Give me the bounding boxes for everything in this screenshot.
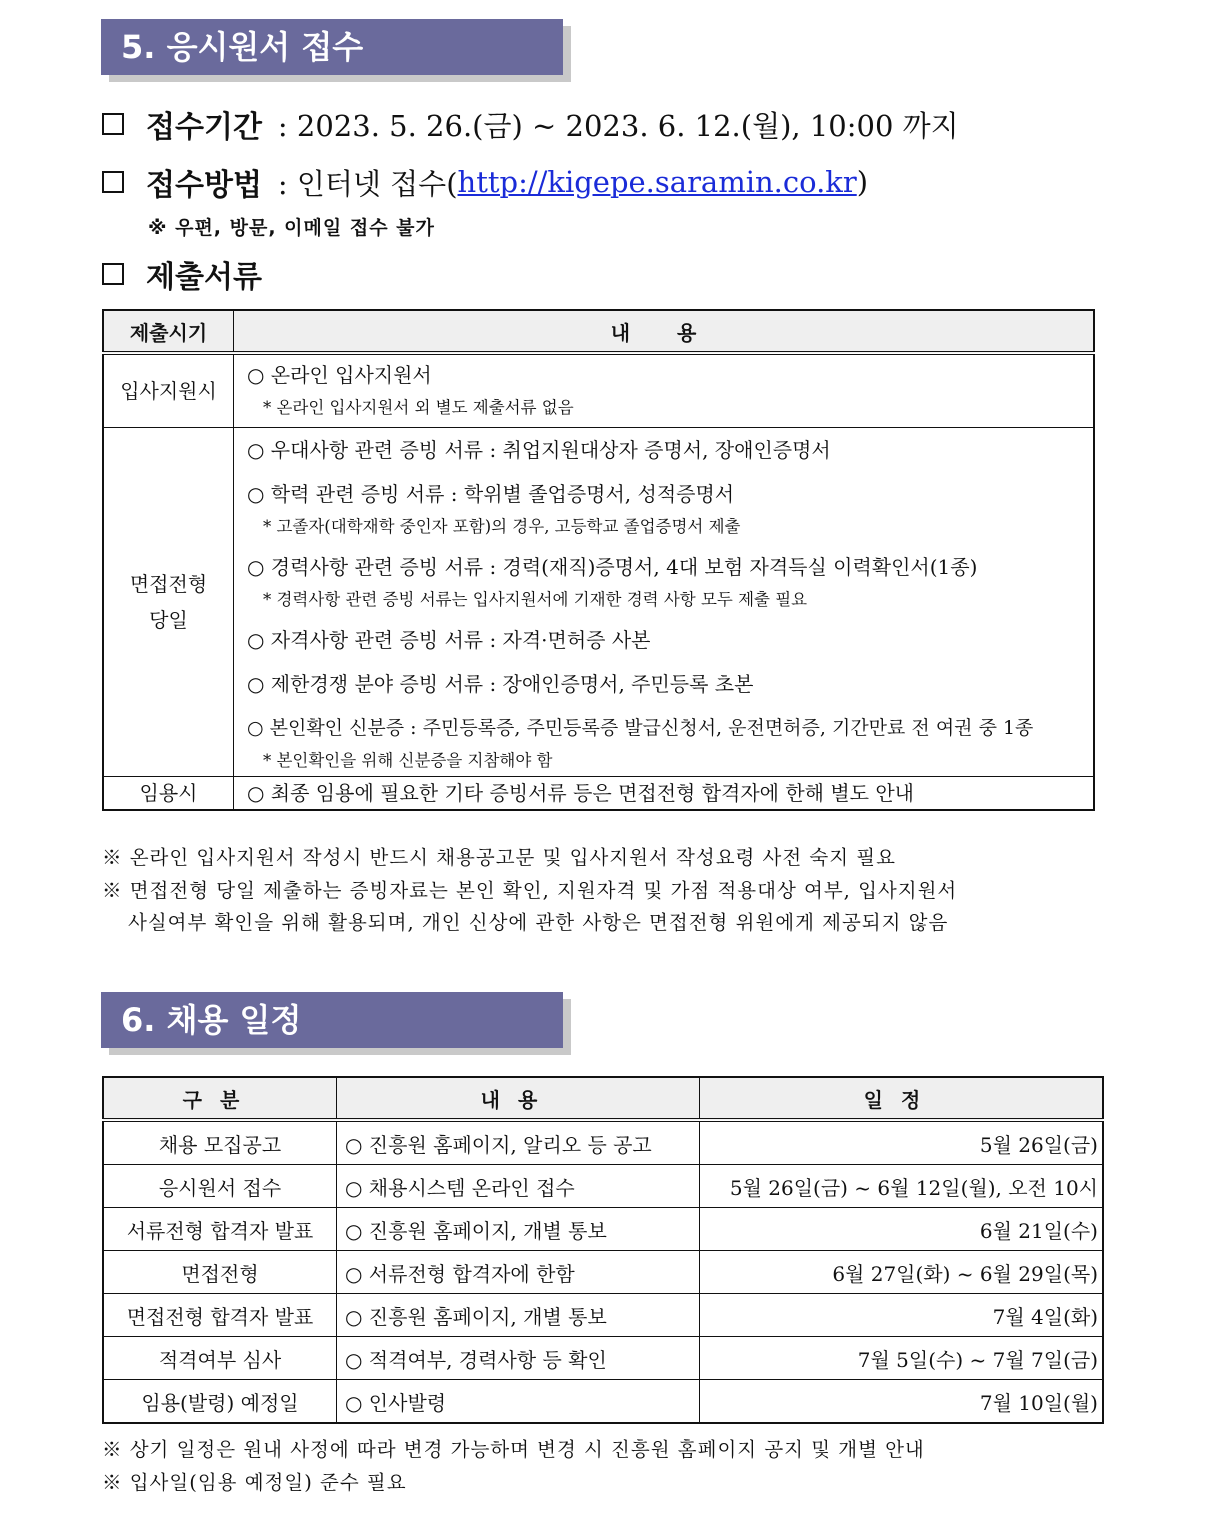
schedule-category: 서류전형 합격자 발표 xyxy=(103,1208,337,1251)
schedule-category: 채용 모집공고 xyxy=(103,1120,337,1165)
note-line: ※ 입사일(임용 예정일) 준수 필요 xyxy=(102,1471,407,1494)
schedule-content: ○ 진흥원 홈페이지, 개별 통보 xyxy=(337,1208,700,1251)
docs-row xyxy=(102,252,262,296)
method-row xyxy=(102,160,868,204)
row-content xyxy=(234,353,1095,428)
table-row xyxy=(103,1337,1103,1380)
table-row xyxy=(103,428,1094,777)
content-subnote: * 경력사항 관련 증빙 서류는 입사지원서에 기재한 경력 사항 모두 제출 필요 xyxy=(263,590,808,609)
schedule-content: ○ 진흥원 홈페이지, 개별 통보 xyxy=(337,1294,700,1337)
schedule-date: 7월 4일(화) xyxy=(700,1294,1104,1337)
content-item: ○ 제한경쟁 분야 증빙 서류 : 장애인증명서, 주민등록 초본 xyxy=(247,672,754,696)
method-suffix: ) xyxy=(856,165,869,199)
section-6-title: 6. 채용 일정 xyxy=(101,992,563,1048)
content-item: ○ 경력사항 관련 증빙 서류 : 경력(재직)증명서, 4대 보험 자격득실 이력확인서(1종) xyxy=(247,555,978,579)
schedule-date: 6월 27일(화) ~ 6월 29일(목) xyxy=(700,1251,1104,1294)
content-subnote: * 온라인 입사지원서 외 별도 제출서류 없음 xyxy=(263,398,574,417)
application-link[interactable]: http://kigepe.saramin.co.kr xyxy=(457,165,857,199)
note-line: ※ 온라인 입사지원서 작성시 반드시 채용공고문 및 입사지원서 작성요령 사전 숙지 필요 xyxy=(102,846,896,869)
content-item: ○ 학력 관련 증빙 서류 : 학위별 졸업증명서, 성적증명서 xyxy=(247,482,735,506)
note-line: 사실여부 확인을 위해 활용되며, 개인 신상에 관한 사항은 면접전형 위원에게 제공되지 않음 xyxy=(128,911,949,934)
content-subnote: * 고졸자(대학재학 중인자 포함)의 경우, 고등학교 졸업증명서 제출 xyxy=(263,517,741,536)
schedule-category: 임용(발령) 예정일 xyxy=(103,1380,337,1424)
row-content xyxy=(234,777,1095,811)
schedule-category: 적격여부 심사 xyxy=(103,1337,337,1380)
period-value: : 2023. 5. 26.(금) ~ 2023. 6. 12.(월), 10:00 까지 xyxy=(277,108,959,143)
schedule-category: 면접전형 xyxy=(103,1251,337,1294)
content-item: ○ 온라인 입사지원서 xyxy=(247,363,432,387)
documents-table-header xyxy=(103,310,1094,353)
content-item: ○ 우대사항 관련 증빙 서류 : 취업지원대상자 증명서, 장애인증명서 xyxy=(247,438,831,462)
schedule-table xyxy=(102,1076,1104,1424)
period-row xyxy=(102,102,959,146)
row-key-text: 면접전형 당일 xyxy=(129,572,208,632)
table-row xyxy=(103,1294,1103,1337)
table-row xyxy=(103,1208,1103,1251)
row-content xyxy=(234,428,1095,777)
method-prefix: : 인터넷 접수( xyxy=(277,166,458,201)
schedule-content: ○ 진흥원 홈페이지, 알리오 등 공고 xyxy=(337,1120,700,1165)
schedule-content: ○ 채용시스템 온라인 접수 xyxy=(337,1165,700,1208)
docs-label: 제출서류 xyxy=(146,260,262,295)
table-row xyxy=(103,1120,1103,1165)
method-note: ※ 우편, 방문, 이메일 접수 불가 xyxy=(148,217,435,239)
schedule-date: 6월 21일(수) xyxy=(700,1208,1104,1251)
header-timing: 제출시기 xyxy=(103,310,234,353)
schedule-date: 5월 26일(금) ~ 6월 12일(월), 오전 10시 xyxy=(700,1165,1104,1208)
table-row xyxy=(103,1165,1103,1208)
table-row xyxy=(103,1380,1103,1424)
schedule-date: 5월 26일(금) xyxy=(700,1120,1104,1165)
schedule-date: 7월 10일(월) xyxy=(700,1380,1104,1424)
note-line: ※ 면접전형 당일 제출하는 증빙자료는 본인 확인, 지원자격 및 가점 적용대상 여부, 입사지원서 xyxy=(102,879,958,902)
period-label: 접수기간 xyxy=(146,110,262,145)
method-label: 접수방법 xyxy=(146,168,262,203)
header-schedule: 일정 xyxy=(700,1077,1104,1120)
table-row xyxy=(103,353,1094,428)
row-key: 임용시 xyxy=(103,777,234,811)
content-item: ○ 본인확인 신분증 : 주민등록증, 주민등록증 발급신청서, 운전면허증, 기간만료 전 여권 중 1종 xyxy=(247,717,1034,739)
section-5-title: 5. 응시원서 접수 xyxy=(101,19,563,75)
schedule-content: ○ 적격여부, 경력사항 등 확인 xyxy=(337,1337,700,1380)
header-content: 내용 xyxy=(337,1077,700,1120)
note-line: ※ 상기 일정은 원내 사정에 따라 변경 가능하며 변경 시 진흥원 홈페이지 공지 및 개별 안내 xyxy=(102,1438,925,1461)
documents-table xyxy=(102,309,1095,811)
header-category: 구분 xyxy=(103,1077,337,1120)
schedule-content: ○ 서류전형 합격자에 한함 xyxy=(337,1251,700,1294)
header-content: 내 용 xyxy=(234,310,1095,353)
row-key xyxy=(103,428,234,777)
row-key: 입사지원시 xyxy=(103,353,234,428)
table-row xyxy=(103,777,1094,811)
schedule-category: 응시원서 접수 xyxy=(103,1165,337,1208)
checkbox-docs xyxy=(102,263,124,285)
checkbox-method xyxy=(102,171,124,193)
schedule-date: 7월 5일(수) ~ 7월 7일(금) xyxy=(700,1337,1104,1380)
content-subnote: * 본인확인을 위해 신분증을 지참해야 함 xyxy=(263,751,553,770)
schedule-table-header xyxy=(103,1077,1103,1120)
checkbox-period xyxy=(102,113,124,135)
content-item: ○ 자격사항 관련 증빙 서류 : 자격·면허증 사본 xyxy=(247,628,651,652)
table-row xyxy=(103,1251,1103,1294)
schedule-content: ○ 인사발령 xyxy=(337,1380,700,1424)
schedule-category: 면접전형 합격자 발표 xyxy=(103,1294,337,1337)
content-item: ○ 최종 임용에 필요한 기타 증빙서류 등은 면접전형 합격자에 한해 별도 안내 xyxy=(247,781,914,805)
